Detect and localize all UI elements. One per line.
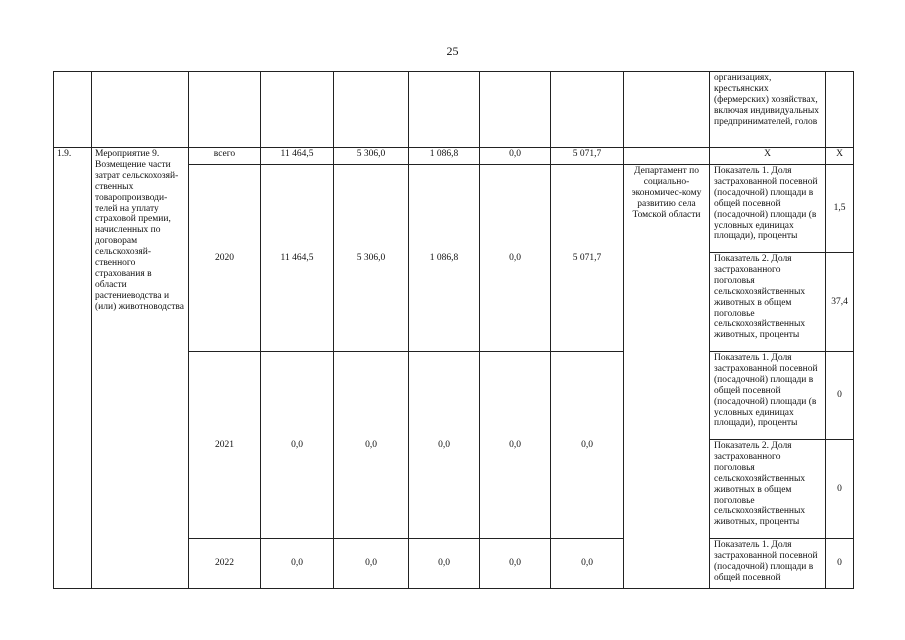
value-cell: 11 464,5 [261,165,334,352]
cell-empty [261,72,334,148]
indicator-text: Показатель 2. Доля застрахованного поголовья сельскохозяйственных животных в общем поголовье сельскохозяйственных животных, проценты [710,253,826,352]
cell-empty [624,72,710,148]
period-label: всего [189,148,261,165]
indicator-value: 0 [826,440,854,539]
value-cell: 0,0 [551,539,624,589]
period-label: 2021 [189,352,261,539]
row-number: 1.9. [54,148,92,589]
cell-empty [551,72,624,148]
period-label: 2022 [189,539,261,589]
value-cell: 5 071,7 [551,148,624,165]
cell-empty [409,72,480,148]
value-cell: 0,0 [480,148,551,165]
value-cell: 0,0 [261,539,334,589]
value-cell: 0,0 [480,165,551,352]
indicator-value: 1,5 [826,165,854,253]
value-cell: 0,0 [480,539,551,589]
value-cell: 0,0 [334,352,409,539]
value-cell: 0,0 [480,352,551,539]
indicator-text: Показатель 1. Доля застрахованной посевной (посадочной) площади в общей посевной (посадочной) площади (в условных единицах площади), проценты [710,165,826,253]
value-cell: 5 306,0 [334,165,409,352]
page-number: 25 [446,44,459,58]
value-cell: 11 464,5 [261,148,334,165]
table-row-continuation [54,72,854,148]
cell-empty [92,72,189,148]
cell-empty [334,72,409,148]
indicator-text: Показатель 2. Доля застрахованного поголовья сельскохозяйственных животных в общем поголовье сельскохозяйственных животных, проценты [710,440,826,539]
value-cell: 1 086,8 [409,148,480,165]
period-label: 2020 [189,165,261,352]
value-cell: 0,0 [409,539,480,589]
value-cell: 0,0 [334,539,409,589]
cell-empty [624,148,710,165]
indicator-text: Показатель 1. Доля застрахованной посевной (посадочной) площади в общей посевной (посадочной) площади (в условных единицах площади), проценты [710,352,826,440]
indicator-value: 0 [826,352,854,440]
table-row-total [54,148,854,165]
indicator-text: Показатель 1. Доля застрахованной посевной (посадочной) площади в общей посевной [710,539,826,589]
indicator-value-cross: Х [826,148,854,165]
cell-empty [54,72,92,148]
executor-department: Департамент по социально-экономичес-кому развитию села Томской области [624,165,710,589]
cell-empty [480,72,551,148]
value-cell: 0,0 [551,352,624,539]
value-cell: 5 071,7 [551,165,624,352]
value-cell: 5 306,0 [334,148,409,165]
value-cell: 0,0 [261,352,334,539]
value-cell: 0,0 [409,352,480,539]
program-table [53,71,854,589]
indicator-cross: Х [710,148,826,165]
cell-empty [189,72,261,148]
value-cell: 1 086,8 [409,165,480,352]
measure-description: Мероприятие 9. Возмещение части затрат сельскохозяй-ственных товаропроизводи-телей на уплату страховой премии, начисленных по договорам сельскохозяй-ственного страхования в области растениеводства и (или) животноводства [92,148,189,589]
cell-empty [826,72,854,148]
indicator-value: 37,4 [826,253,854,352]
indicator-text-continuation: организациях, крестьянских (фермерских) хозяйствах, включая индивидуальных предпринимателей, голов [710,72,826,148]
indicator-value: 0 [826,539,854,589]
